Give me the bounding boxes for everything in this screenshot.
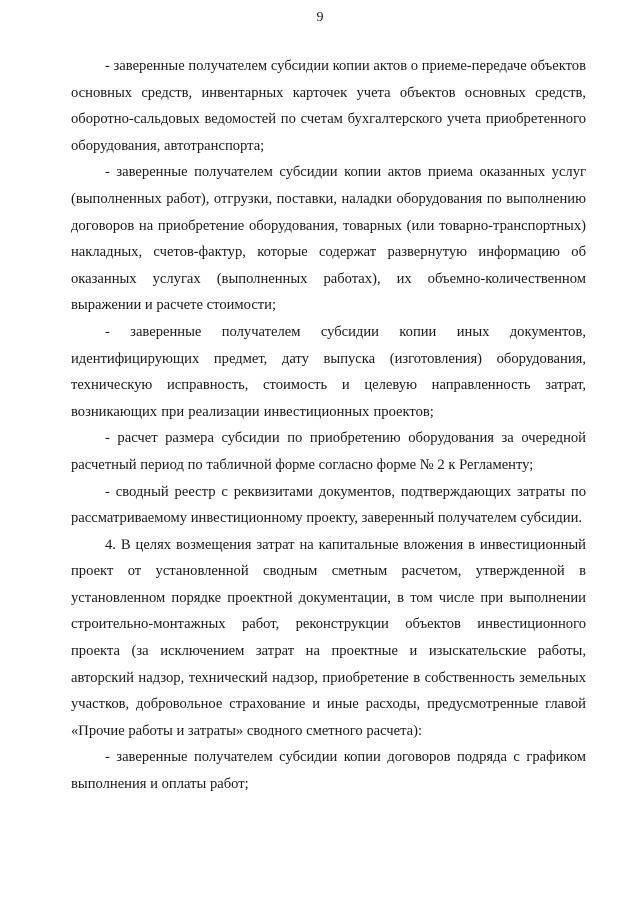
- paragraph-acceptance-transfer-acts: - заверенные получателем субсидии копии актов о приеме-передаче объектов основных средств, инвентарных карточек учета объектов основных средств, оборотно-сальдовых ведомостей по счетам бухгалтерского учета приобретенного оборудования, автотранспорта;: [71, 58, 586, 154]
- document-body: [71, 53, 586, 798]
- page-number: 9: [316, 10, 324, 25]
- paragraph-service-acceptance-acts: - заверенные получателем субсидии копии актов приема оказанных услуг (выполненных работ), отгрузки, поставки, наладки оборудования по выполнению договоров на приобретение оборудования, товарных (или товарно-транспортных) накладных, счетов-фактур, которые содержат развернутую информацию об оказанных услугах (выполненных работах), их объемно-количественном выражении и расчете стоимости;: [71, 164, 586, 314]
- paragraph-other-documents: - заверенные получателем субсидии копии иных документов, идентифицирующих предмет, дату выпуска (изготовления) оборудования, техническую исправность, стоимость и целевую направленность затрат, возникающих при реализации инвестиционных проектов;: [71, 323, 586, 420]
- paragraph-summary-register: - сводный реестр с реквизитами документов, подтверждающих затраты по рассматриваемому инвестиционному проекту, заверенный получателем субсидии.: [71, 483, 586, 527]
- paragraph-contract-copies: - заверенные получателем субсидии копии договоров подряда с графиком выполнения и оплаты работ;: [71, 749, 586, 793]
- paragraph-section-4: 4. В целях возмещения затрат на капитальные вложения в инвестиционный проект от установленной сводным сметным расчетом, утвержденной в установленном порядке проектной документации, в том числе при выполнении строительно-монтажных работ, реконструкции объектов инвестиционного проекта (за исключением затрат на проектные и изыскательские работы, авторский надзор, технический надзор, приобретение в собственность земельных участков, добровольное страхование и иные расходы, предусмотренные главой «Прочие работы и затраты» сводного сметного расчета):: [71, 536, 586, 739]
- paragraph-subsidy-calculation: - расчет размера субсидии по приобретению оборудования за очередной расчетный период по табличной форме согласно форме № 2 к Регламенту;: [71, 430, 586, 473]
